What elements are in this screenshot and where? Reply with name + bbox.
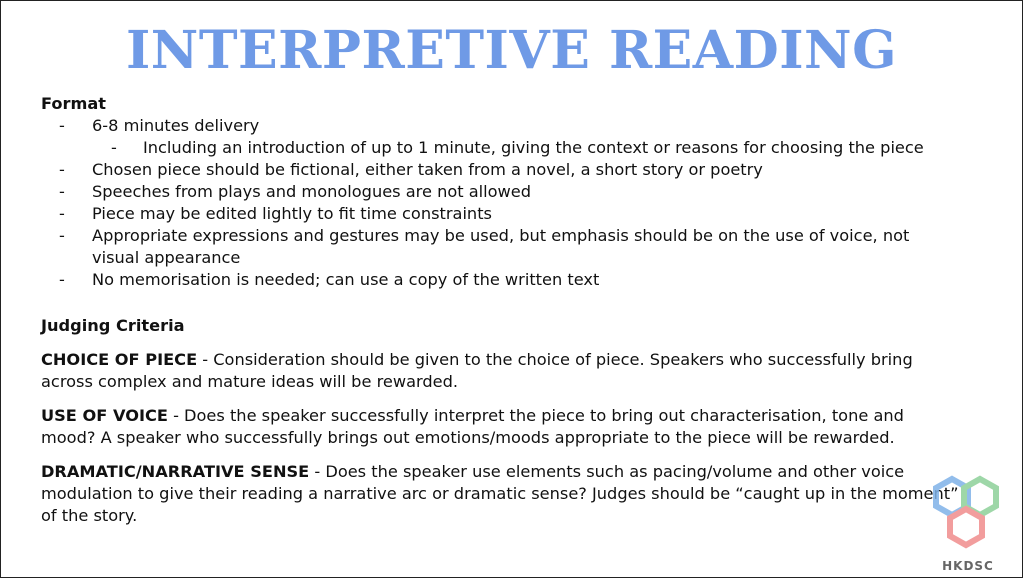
logo-text: HKDSC [942, 559, 994, 573]
criterion-label: DRAMATIC/NARRATIVE SENSE [41, 462, 310, 481]
criterion-label: USE OF VOICE [41, 406, 168, 425]
format-item: - Piece may be edited lightly to fit time constraints [41, 203, 961, 225]
criterion-text: - Does the speaker use elements such as pacing/volume and other voice modulation to give their reading a narrative arc or dramatic sense? Judges should be “caught up in the moment” of the story. [41, 462, 959, 525]
criterion-text: - Consideration should be given to the choice of piece. Speakers who successfully bring across complex and mature ideas will be rewarded. [41, 350, 913, 391]
criterion-choice-of-piece [41, 349, 961, 393]
format-list [41, 115, 961, 291]
criterion-label: CHOICE OF PIECE [41, 350, 198, 369]
hkdsc-logo [928, 473, 1008, 573]
format-item: - Appropriate expressions and gestures may be used, but emphasis should be on the use of voice, not visual appearance [41, 225, 961, 269]
format-heading: Format [41, 94, 107, 113]
hexagon-logo-icon [928, 473, 1008, 557]
criterion-dramatic-narrative-sense [41, 461, 961, 527]
slide-content [41, 93, 961, 527]
format-item: - Chosen piece should be fictional, either taken from a novel, a short story or poetry [41, 159, 961, 181]
format-item: - 6-8 minutes delivery [41, 115, 961, 137]
criterion-use-of-voice [41, 405, 961, 449]
format-item: - No memorisation is needed; can use a copy of the written text [41, 269, 961, 291]
red-hexagon-icon [950, 509, 982, 545]
criterion-text: - Does the speaker successfully interpret the piece to bring out characterisation, tone and mood? A speaker who successfully brings out emotions/moods appropriate to the piece will be rewarded. [41, 406, 904, 447]
judging-heading: Judging Criteria [41, 316, 185, 335]
slide-title: INTERPRETIVE READING [125, 20, 897, 81]
format-subitem: - Including an introduction of up to 1 minute, giving the context or reasons for choosing the piece [41, 137, 961, 159]
format-item: - Speeches from plays and monologues are not allowed [41, 181, 961, 203]
